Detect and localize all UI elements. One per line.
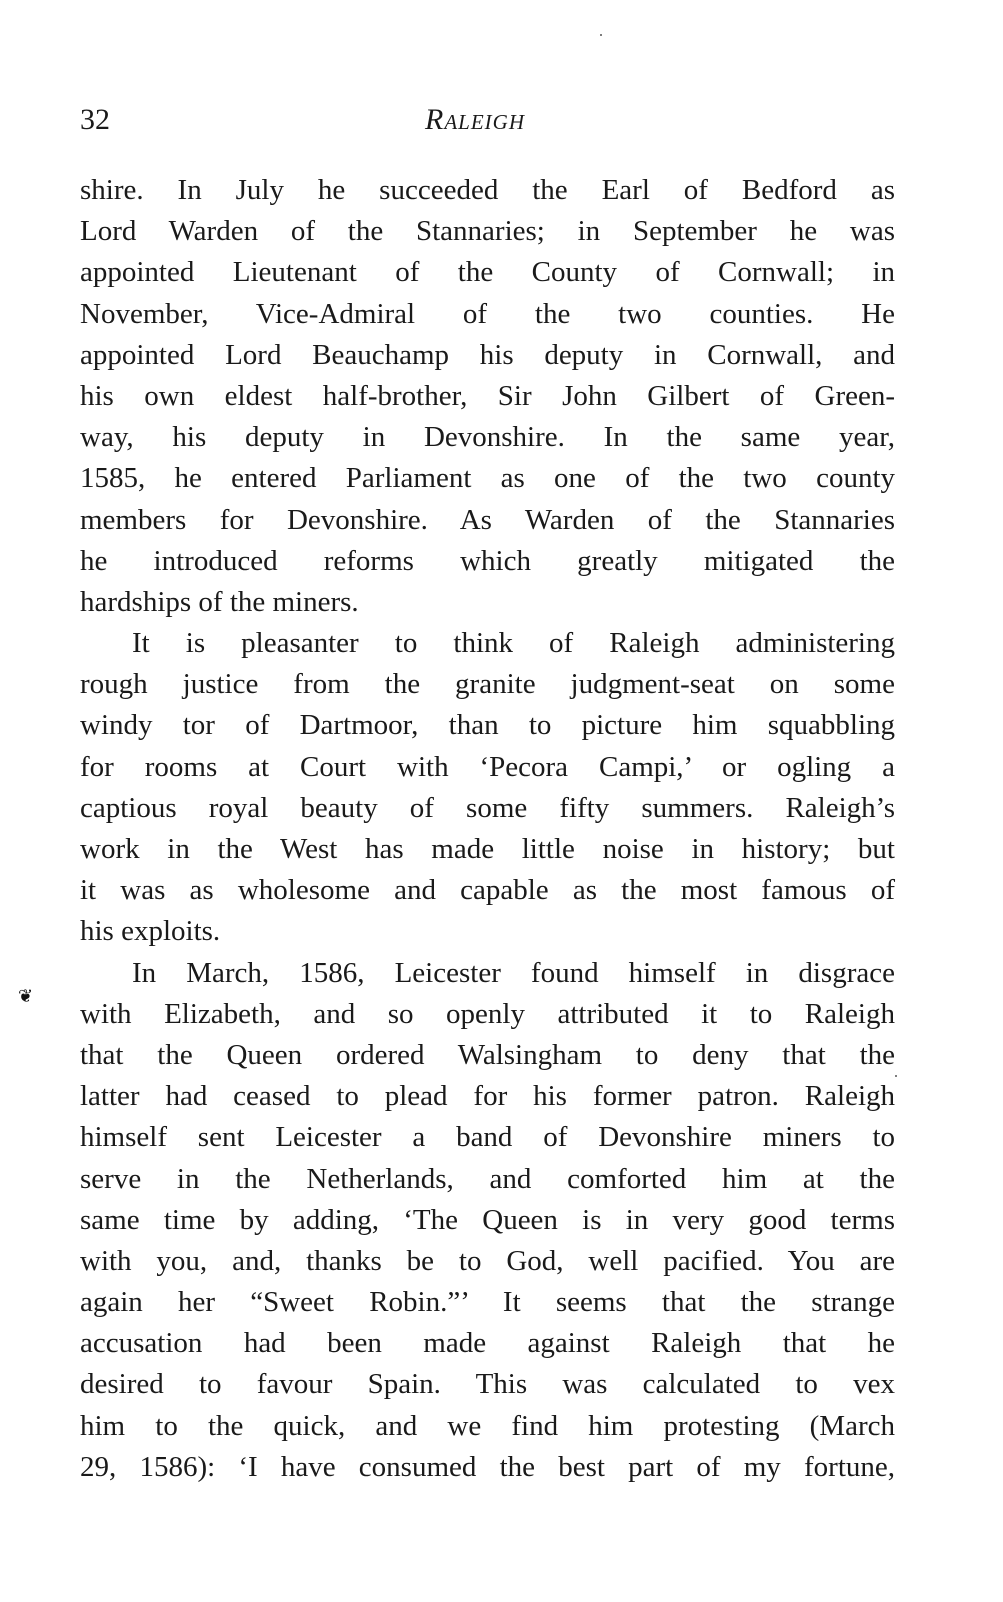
text-line: with Elizabeth, and so openly attributed it to Raleigh	[80, 997, 895, 1030]
text-line: Lord Warden of the Stannaries; in September he was	[80, 215, 895, 248]
text-line: again her “Sweet Robin.”’ It seems that the strange	[80, 1286, 895, 1319]
text-line: it was as wholesome and capable as the most famous of	[80, 874, 895, 907]
text-line: his own eldest half-brother, Sir John Gilbert of Green-	[80, 379, 895, 412]
running-head: Raleigh	[425, 103, 525, 136]
text-line: that the Queen ordered Walsingham to deny that the	[80, 1038, 895, 1071]
text-line: November, Vice-Admiral of the two counties. He	[80, 297, 895, 330]
text-line: appointed Lord Beauchamp his deputy in Cornwall, and	[80, 338, 895, 371]
marginal-ornament-icon: ❦	[18, 986, 34, 1006]
text-line: work in the West has made little noise in history; but	[80, 833, 895, 865]
text-line: way, his deputy in Devonshire. In the same year,	[80, 421, 895, 454]
body-text	[80, 170, 895, 1488]
text-line: he introduced reforms which greatly mitigated the	[80, 544, 895, 577]
text-line: accusation had been made against Raleigh that he	[80, 1327, 895, 1360]
text-line: windy tor of Dartmoor, than to picture him squabbling	[80, 709, 895, 742]
text-line: with you, and, thanks be to God, well pacified. You are	[80, 1244, 895, 1277]
paper-speck	[600, 34, 602, 36]
text-line: In March, 1586, Leicester found himself in disgrace	[132, 956, 895, 989]
text-line: captious royal beauty of some fifty summers. Raleigh’s	[80, 791, 895, 824]
text-line: serve in the Netherlands, and comforted him at the	[80, 1162, 895, 1195]
text-line: shire. In July he succeeded the Earl of Bedford as	[80, 174, 895, 206]
text-line: for rooms at Court with ‘Pecora Campi,’ or ogling a	[80, 750, 895, 783]
text-line: desired to favour Spain. This was calculated to vex	[80, 1368, 895, 1401]
text-line: appointed Lieutenant of the County of Cornwall; in	[80, 256, 895, 289]
paragraph-3	[80, 953, 895, 1488]
text-line: It is pleasanter to think of Raleigh administering	[132, 627, 895, 660]
text-line: 29, 1586): ‘I have consumed the best part of my fortune,	[80, 1450, 895, 1483]
text-line: himself sent Leicester a band of Devonshire miners to	[80, 1121, 895, 1154]
text-line: latter had ceased to plead for his former patron. Raleigh	[80, 1080, 895, 1113]
paragraph-2	[80, 623, 895, 953]
paragraph-1	[80, 170, 895, 623]
text-line: his exploits.	[80, 915, 221, 948]
text-line: rough justice from the granite judgment-seat on some	[80, 668, 895, 701]
text-line: 1585, he entered Parliament as one of the two county	[80, 462, 895, 495]
text-line: hardships of the miners.	[80, 585, 359, 618]
page-number: 32	[80, 103, 110, 136]
text-line: same time by adding, ‘The Queen is in very good terms	[80, 1203, 895, 1236]
text-line: him to the quick, and we find him protesting (March	[80, 1409, 895, 1442]
page-header	[80, 100, 895, 140]
text-line: members for Devonshire. As Warden of the Stannaries	[80, 503, 895, 536]
paper-speck	[895, 1075, 897, 1077]
